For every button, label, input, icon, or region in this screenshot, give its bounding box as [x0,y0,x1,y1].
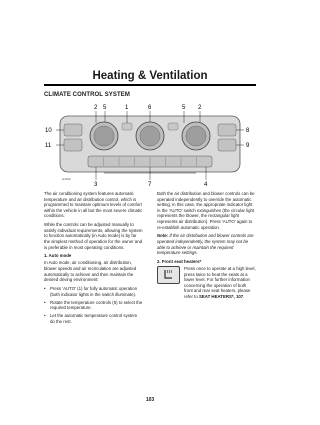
climate-control-diagram [44,102,256,188]
list-item: • Rotate the temperature controls (5) to select the required temperature. [44,300,143,311]
section-heading: CLIMATE CONTROL SYSTEM [44,92,130,98]
callout-2-left: 2 [94,105,98,111]
callout-5-right: 5 [182,105,186,111]
note-label: Note: [157,233,169,239]
override-paragraph: Both the air distribution and blower controls can be operated independently to override the automatic setting; in this case, the appropriate indicator light in the 'AUTO' switch extinguishes (the circular light represents the blower, the rectangular light represents air distribution). Press 'AUTO' again to re-establish automatic operation. [157,191,255,230]
callout-9: 9 [246,143,250,149]
intro-paragraph-1: The air conditioning system features automatic temperature and air distribution control, which is programmed to maintain optimum levels of comfort within the vehicle in all but the most severe climatic conditions. [44,191,143,219]
callout-5-left: 5 [103,105,107,111]
note-paragraph [157,233,256,255]
list-item: • Let the automatic temperature control system do the rest. [44,313,143,324]
callout-7: 7 [148,182,152,188]
callout-11: 11 [45,143,52,149]
left-bottom-button [64,139,82,151]
page-number: 103 [145,397,155,403]
seat-heater-description [157,266,256,300]
callout-1: 1 [125,105,129,111]
left-column [44,191,143,327]
auto-mode-text: In Auto mode, air conditioning, air distribution, blower speeds and air recirculation are adjusted automatically to achieve and then maintain the desired driving environment: [44,260,137,283]
seat-heater-text: Press once to operate at a high level, press twice to heat the seats at a lower level. For further information concerning the operation of both front and rear seat heaters, please refer to [184,266,256,299]
note-text: If the air distribution and blower controls are operated independently, the system may not be able to achieve or maintain the required temperature settings. [157,233,254,256]
callout-10: 10 [45,128,52,134]
seat-heater-text-end: . [243,293,245,299]
callout-8: 8 [246,128,250,134]
distribution-button [168,123,178,130]
callout-3: 3 [94,182,98,188]
auto-button [122,123,132,130]
seat-heaters-heading: 2. Front seat heaters* [157,258,202,264]
auto-mode-heading: 1. Auto mode [44,253,72,259]
header-divider [44,84,256,86]
left-top-button [64,124,82,136]
right-bottom-button [218,139,236,151]
intro-paragraph-2: While the controls can be adjusted manually to satisfy individual requirements, allowing the system to function automatically (in Auto mode) is by far the simplest method of operation for the owner and is preferable in most operating conditions. [44,222,143,250]
right-column [157,191,256,300]
diagram-code: H4610 [62,177,71,181]
right-top-button [218,124,236,136]
callout-6: 6 [148,105,152,111]
auto-mode-steps [44,286,143,324]
callout-4: 4 [204,182,208,188]
seat-heater-icon [157,266,180,284]
callout-2-right: 2 [198,105,202,111]
page-title: Heating & Ventilation [92,70,208,82]
list-item: • Press 'AUTO' (1) for fully automatic operation (both indicator lights in the switch illuminate). [44,286,143,297]
seat-heaters-link[interactable]: SEAT HEATERS*, 107 [198,293,244,299]
